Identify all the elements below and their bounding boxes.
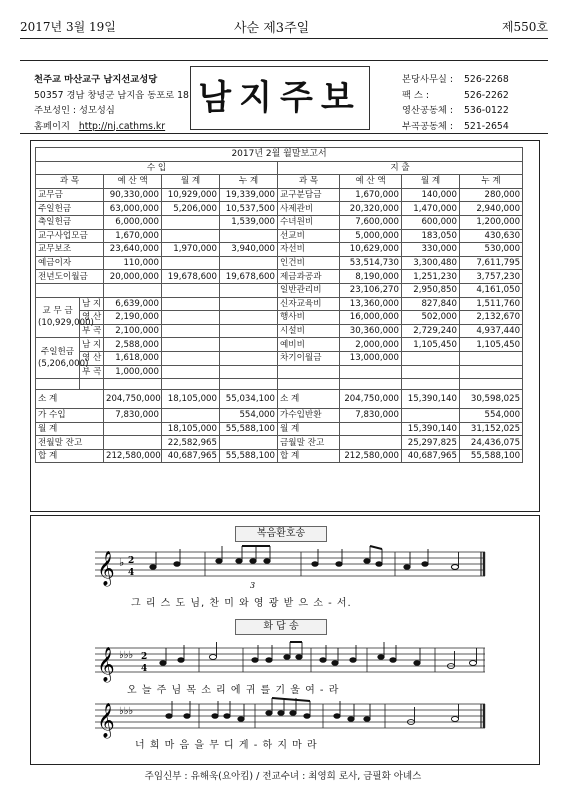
- table-cell: 1,970,000: [162, 243, 220, 257]
- table-cell: 204,750,000: [340, 390, 402, 409]
- contact-label: 팩 스 :: [402, 89, 430, 101]
- table-cell: 55,588,100: [460, 449, 523, 463]
- table-cell: 16,000,000: [340, 311, 402, 325]
- table-cell: [460, 351, 523, 365]
- table-cell: 2,190,000: [104, 311, 162, 325]
- table-cell: [104, 283, 162, 297]
- report-title: 2017년 2월 월말보고서: [36, 148, 523, 162]
- table-cell: [220, 297, 278, 311]
- table-cell: [402, 379, 460, 390]
- table-cell: [220, 229, 278, 243]
- table-cell: [162, 215, 220, 229]
- table-cell: 2,132,670: [460, 311, 523, 325]
- table-cell: [162, 409, 220, 423]
- table-cell: 15,390,140: [402, 422, 460, 436]
- column-header: 과 목: [36, 175, 104, 189]
- table-row: [36, 449, 523, 463]
- table-cell: [220, 256, 278, 270]
- table-cell: [220, 436, 278, 450]
- table-cell: 63,000,000: [104, 202, 162, 216]
- table-cell: 13,000,000: [340, 351, 402, 365]
- table-cell: [402, 365, 460, 379]
- table-cell: 7,611,795: [460, 256, 523, 270]
- table-cell: 7,830,000: [340, 409, 402, 423]
- svg-text:4: 4: [128, 568, 135, 578]
- table-cell: [162, 297, 220, 311]
- table-row: [36, 270, 523, 284]
- table-cell: 40,687,965: [162, 449, 220, 463]
- table-cell: 554,000: [460, 409, 523, 423]
- group-name: 교 무 금: [42, 306, 73, 317]
- parish-info: [34, 72, 189, 134]
- liturgical-season: 사순 제3주일: [234, 21, 310, 36]
- table-cell: 19,678,600: [162, 270, 220, 284]
- table-cell: 5,206,000: [162, 202, 220, 216]
- table-cell: 가수입반환: [278, 409, 340, 423]
- table-cell: 3,757,230: [460, 270, 523, 284]
- gospel-acclamation-title: 복음환호송: [235, 526, 327, 542]
- table-cell: 10,537,500: [220, 202, 278, 216]
- table-cell: [278, 365, 340, 379]
- table-row: [36, 422, 523, 436]
- table-cell: [220, 351, 278, 365]
- table-cell: 월 계: [36, 422, 104, 436]
- svg-text:2: 2: [128, 556, 135, 566]
- contact-row: [402, 88, 542, 104]
- table-cell: 축일헌금: [36, 215, 104, 229]
- column-header: 누 계: [460, 175, 523, 189]
- table-cell: 7,600,000: [340, 215, 402, 229]
- table-cell: 전년도이월금: [36, 270, 104, 284]
- top-line: [20, 18, 548, 36]
- table-cell: [220, 365, 278, 379]
- svg-text:𝄞: 𝄞: [97, 703, 115, 738]
- table-cell: 30,598,025: [460, 390, 523, 409]
- table-cell: 90,330,000: [104, 188, 162, 202]
- table-cell: 1,670,000: [340, 188, 402, 202]
- table-cell: 차기이월금: [278, 351, 340, 365]
- table-cell: [340, 436, 402, 450]
- table-row: [36, 188, 523, 202]
- table-cell: 55,588,100: [220, 422, 278, 436]
- homepage-label: 홈페이지: [34, 120, 70, 132]
- table-cell: 영 산: [80, 351, 104, 365]
- table-cell: 502,000: [402, 311, 460, 325]
- table-cell: [402, 409, 460, 423]
- table-cell: [162, 365, 220, 379]
- contact-number: 521-2654: [464, 120, 509, 132]
- music-box: [30, 515, 540, 765]
- table-cell: 1,105,450: [402, 338, 460, 352]
- table-cell: [162, 256, 220, 270]
- table-cell: 30,360,000: [340, 324, 402, 338]
- table-cell: 10,629,000: [340, 243, 402, 257]
- table-cell: [36, 379, 80, 390]
- patron-saint: 주보성인 : 성모성심: [34, 105, 115, 116]
- monthly-report-table: [35, 147, 523, 463]
- table-row: [36, 351, 523, 365]
- svg-text:♭♭♭: ♭♭♭: [119, 650, 134, 661]
- table-cell: 530,000: [460, 243, 523, 257]
- table-cell: 전월말 잔고: [36, 436, 104, 450]
- table-cell: 31,152,025: [460, 422, 523, 436]
- table-cell: 554,000: [220, 409, 278, 423]
- table-cell: 23,640,000: [104, 243, 162, 257]
- table-row: [36, 311, 523, 325]
- table-cell: [162, 283, 220, 297]
- table-cell: 교구사업모금: [36, 229, 104, 243]
- table-cell: 1,000,000: [104, 365, 162, 379]
- table-cell: 212,580,000: [340, 449, 402, 463]
- homepage-link[interactable]: http://nj.cathms.kr: [78, 120, 166, 132]
- table-cell: 2,100,000: [104, 324, 162, 338]
- table-cell: [340, 365, 402, 379]
- report-header-row: [36, 175, 523, 189]
- table-cell: 3,940,000: [220, 243, 278, 257]
- report-section-row: [36, 161, 523, 175]
- issue-date: 2017년 3월 19일: [20, 20, 116, 34]
- table-row: [36, 256, 523, 270]
- table-cell: 600,000: [402, 215, 460, 229]
- table-cell: 1,105,450: [460, 338, 523, 352]
- table-cell: [402, 351, 460, 365]
- table-cell: [460, 379, 523, 390]
- table-cell: 18,105,000: [162, 422, 220, 436]
- table-cell: 7,830,000: [104, 409, 162, 423]
- table-cell: 330,000: [402, 243, 460, 257]
- table-row: [36, 436, 523, 450]
- table-cell: 합 계: [36, 449, 104, 463]
- table-cell: [162, 324, 220, 338]
- table-cell: [162, 311, 220, 325]
- table-cell: 사제관비: [278, 202, 340, 216]
- table-cell: 월 계: [278, 422, 340, 436]
- column-header: 누 계: [220, 175, 278, 189]
- table-row: [36, 324, 523, 338]
- table-cell: 가 수입: [36, 409, 104, 423]
- group-total: (5,206,000): [38, 359, 89, 370]
- svg-text:4: 4: [141, 664, 148, 674]
- homepage: [34, 119, 189, 135]
- table-cell: 6,639,000: [104, 297, 162, 311]
- table-cell: [220, 283, 278, 297]
- table-cell: [104, 436, 162, 450]
- table-cell: 행사비: [278, 311, 340, 325]
- table-cell: 남 지: [80, 338, 104, 352]
- table-cell: [278, 379, 340, 390]
- table-cell: [80, 379, 104, 390]
- table-cell: 110,000: [104, 256, 162, 270]
- table-cell: 430,630: [460, 229, 523, 243]
- table-cell: 교무금: [36, 188, 104, 202]
- table-cell: 15,390,140: [402, 390, 460, 409]
- spacer-row: [36, 379, 523, 390]
- table-cell: 예비비: [278, 338, 340, 352]
- parish-name: 천주교 마산교구 남지선교성당: [34, 74, 158, 85]
- group-label: [36, 338, 89, 379]
- svg-text:3: 3: [250, 581, 256, 590]
- table-cell: [36, 283, 104, 297]
- table-cell: [162, 338, 220, 352]
- bulletin-title: 남지주보: [190, 66, 370, 130]
- table-cell: 2,950,850: [402, 283, 460, 297]
- table-cell: 55,588,100: [220, 449, 278, 463]
- issue-number: 제550호: [501, 20, 548, 34]
- table-cell: 204,750,000: [104, 390, 162, 409]
- table-row: [36, 283, 523, 297]
- responsorial-psalm-staff-2: [95, 696, 485, 736]
- table-cell: 선교비: [278, 229, 340, 243]
- table-cell: 2,000,000: [340, 338, 402, 352]
- group-total: (10,929,000): [38, 318, 94, 329]
- table-cell: 6,000,000: [104, 215, 162, 229]
- table-cell: 소 계: [278, 390, 340, 409]
- table-cell: 수녀원비: [278, 215, 340, 229]
- table-cell: 140,000: [402, 188, 460, 202]
- column-header: 예 산 액: [340, 175, 402, 189]
- svg-text:2: 2: [141, 652, 148, 662]
- table-cell: 1,670,000: [104, 229, 162, 243]
- table-cell: 주일헌금: [36, 202, 104, 216]
- table-cell: 23,106,270: [340, 283, 402, 297]
- contact-row: [402, 119, 542, 135]
- contact-list: [402, 72, 542, 134]
- table-cell: 시설비: [278, 324, 340, 338]
- table-cell: [104, 422, 162, 436]
- table-cell: 2,588,000: [104, 338, 162, 352]
- table-cell: 18,105,000: [162, 390, 220, 409]
- table-cell: [162, 229, 220, 243]
- table-cell: 183,050: [402, 229, 460, 243]
- svg-text:♭: ♭: [119, 556, 125, 569]
- table-cell: 5,000,000: [340, 229, 402, 243]
- clergy-footer: 주임신부 : 유해욱(요아킴) / 전교수녀 : 최영희 로사, 금필화 아녜스: [144, 771, 422, 782]
- contact-label: 본당사무실 :: [402, 74, 453, 85]
- table-cell: 교구분담금: [278, 188, 340, 202]
- table-cell: 1,618,000: [104, 351, 162, 365]
- column-header: 예 산 액: [104, 175, 162, 189]
- contact-number: 526-2268: [464, 74, 509, 85]
- top-rule: [20, 38, 548, 39]
- table-cell: 280,000: [460, 188, 523, 202]
- table-cell: 55,034,100: [220, 390, 278, 409]
- table-row: [36, 409, 523, 423]
- table-cell: 20,000,000: [104, 270, 162, 284]
- table-cell: 교무보조: [36, 243, 104, 257]
- svg-text:♭♭♭: ♭♭♭: [119, 706, 134, 717]
- table-row: [36, 229, 523, 243]
- header-rule-top: [20, 60, 548, 61]
- table-cell: 20,320,000: [340, 202, 402, 216]
- table-cell: [220, 338, 278, 352]
- table-cell: 1,200,000: [460, 215, 523, 229]
- table-cell: 10,929,000: [162, 188, 220, 202]
- table-cell: [162, 379, 220, 390]
- table-cell: [220, 311, 278, 325]
- table-cell: 1,511,760: [460, 297, 523, 311]
- table-cell: 신자교육비: [278, 297, 340, 311]
- table-cell: [104, 379, 162, 390]
- contact-row: [402, 72, 542, 88]
- table-cell: 부 곡: [80, 365, 104, 379]
- table-cell: 예금이자: [36, 256, 104, 270]
- table-cell: 8,190,000: [340, 270, 402, 284]
- group-name: 주일헌금: [40, 347, 75, 358]
- table-cell: [340, 379, 402, 390]
- table-cell: 1,470,000: [402, 202, 460, 216]
- svg-text:𝄞: 𝄞: [97, 551, 115, 586]
- table-cell: [460, 365, 523, 379]
- column-header: 과 목: [278, 175, 340, 189]
- gospel-acclamation-lyrics: 그 리 스 도 님, 찬 미 와 영 광 받 으 소 - 서.: [131, 598, 352, 609]
- table-cell: 22,582,965: [162, 436, 220, 450]
- table-cell: 19,678,600: [220, 270, 278, 284]
- table-cell: 4,937,440: [460, 324, 523, 338]
- table-row: [36, 338, 523, 352]
- table-cell: 827,840: [402, 297, 460, 311]
- table-cell: 1,539,000: [220, 215, 278, 229]
- expense-header: 지 출: [278, 161, 523, 175]
- table-cell: 소 계: [36, 390, 104, 409]
- table-cell: 53,514,730: [340, 256, 402, 270]
- table-cell: 합 계: [278, 449, 340, 463]
- table-cell: 남 지: [80, 297, 104, 311]
- subtotal-row: [36, 390, 523, 409]
- responsorial-psalm-lyrics-1: 오 늘 주 님 목 소 리 에 귀 를 기 울 여 - 라: [127, 685, 340, 696]
- income-header: 수 입: [36, 161, 278, 175]
- table-cell: 40,687,965: [402, 449, 460, 463]
- report-title-row: [36, 148, 523, 162]
- table-row: [36, 297, 523, 311]
- table-cell: 212,580,000: [104, 449, 162, 463]
- table-row: [36, 365, 523, 379]
- responsorial-psalm-lyrics-2: 너 희 마 음 을 무 디 게 - 하 지 마 라: [135, 740, 318, 751]
- svg-text:𝄞: 𝄞: [97, 647, 115, 682]
- column-header: 월 계: [402, 175, 460, 189]
- responsorial-psalm-staff-1: [95, 640, 485, 680]
- table-cell: 1,251,230: [402, 270, 460, 284]
- table-cell: [162, 351, 220, 365]
- table-row: [36, 243, 523, 257]
- table-cell: 2,940,000: [460, 202, 523, 216]
- table-cell: 금월말 잔고: [278, 436, 340, 450]
- column-header: 월 계: [162, 175, 220, 189]
- table-row: [36, 202, 523, 216]
- table-cell: [220, 379, 278, 390]
- contact-number: 526-2262: [464, 89, 509, 101]
- table-cell: 제금과공과: [278, 270, 340, 284]
- table-cell: 2,729,240: [402, 324, 460, 338]
- contact-label: 부곡공동체 :: [402, 120, 453, 132]
- table-cell: 자선비: [278, 243, 340, 257]
- table-cell: 19,339,000: [220, 188, 278, 202]
- table-cell: 일반관리비: [278, 283, 340, 297]
- responsorial-psalm-title: 화 답 송: [235, 619, 327, 635]
- contact-label: 영산공동체 :: [402, 105, 453, 116]
- contact-row: [402, 103, 542, 119]
- gospel-acclamation-staff: [95, 544, 485, 590]
- table-cell: 부 곡: [80, 324, 104, 338]
- table-cell: 13,360,000: [340, 297, 402, 311]
- parish-address: 50357 경남 창녕군 남지읍 동포로 18: [34, 89, 189, 101]
- contact-number: 536-0122: [464, 105, 509, 116]
- table-cell: [340, 422, 402, 436]
- table-row: [36, 215, 523, 229]
- table-cell: 3,300,480: [402, 256, 460, 270]
- table-cell: 4,161,050: [460, 283, 523, 297]
- table-cell: 25,297,825: [402, 436, 460, 450]
- table-cell: 인건비: [278, 256, 340, 270]
- table-cell: 영 산: [80, 311, 104, 325]
- table-cell: [220, 324, 278, 338]
- table-cell: 24,436,075: [460, 436, 523, 450]
